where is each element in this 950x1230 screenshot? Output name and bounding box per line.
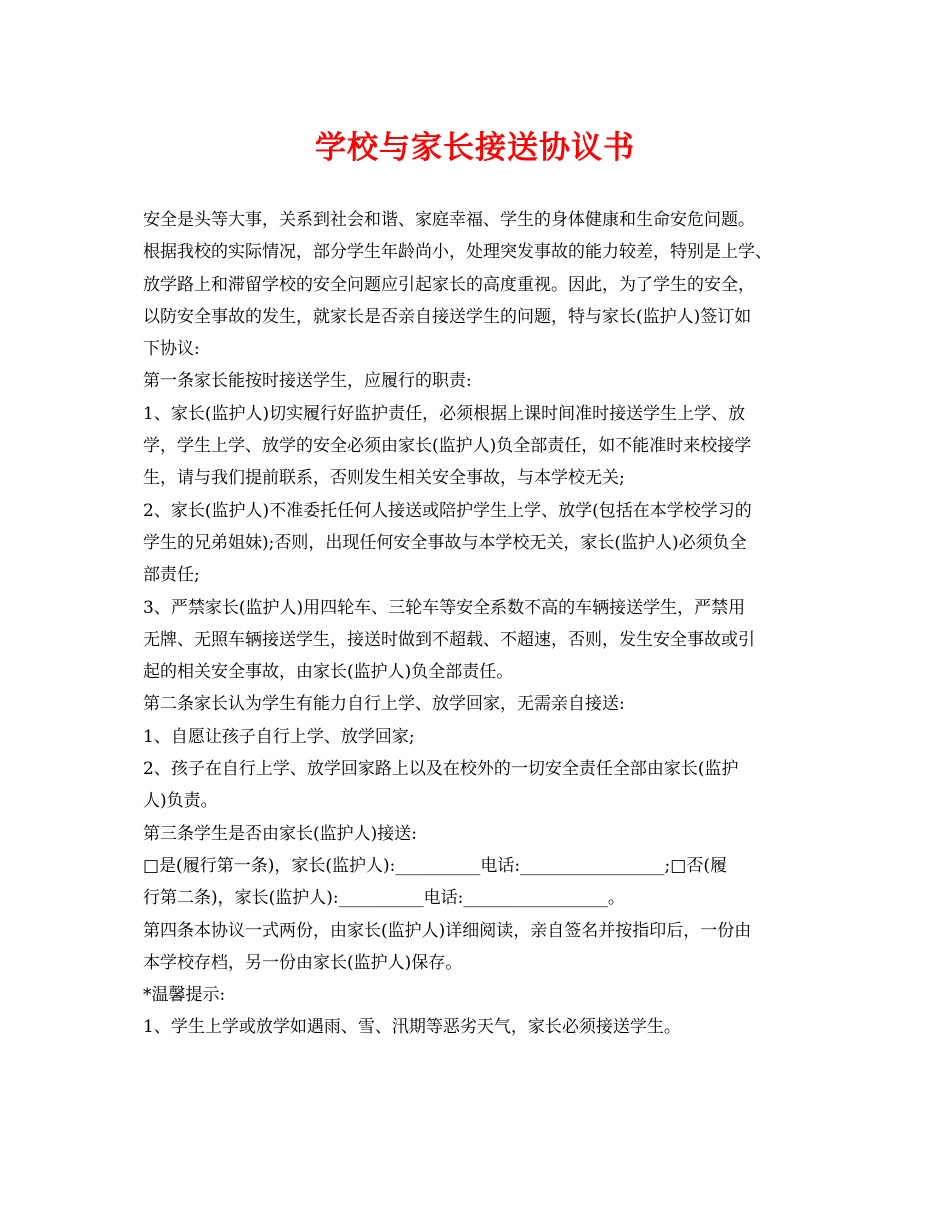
body-line: 下协议: xyxy=(143,339,200,360)
body-line: 以防安全事故的发生，就家长是否亲自接送学生的问题，特与家长(监护人)签订如 xyxy=(143,306,752,327)
article-3-heading: 第三条学生是否由家长(监护人)接送: xyxy=(143,823,417,844)
choice-line: 行第二条)，家长(监护人):__________电话:_________________。 xyxy=(143,888,625,909)
body-line: 1、自愿让孩子自行上学、放学回家; xyxy=(143,726,415,747)
body-line: 起的相关安全事故，由家长(监护人)负全部责任。 xyxy=(143,662,514,683)
body-line: 1、家长(监护人)切实履行好监护责任，必须根据上课时间准时接送学生上学、放 xyxy=(143,403,746,424)
body-line: 部责任; xyxy=(143,565,200,586)
body-line: 学生的兄弟姐妹);否则，出现任何安全事故与本学校无关，家长(监护人)必须负全 xyxy=(143,532,747,553)
body-line: 学，学生上学、放学的安全必须由家长(监护人)负全部责任，如不能准时来校接学 xyxy=(143,436,752,457)
body-line: 安全是头等大事，关系到社会和谐、家庭幸福、学生的身体健康和生命安危问题。 xyxy=(143,210,755,230)
body-line: 3、严禁家长(监护人)用四轮车、三轮车等安全系数不高的车辆接送学生，严禁用 xyxy=(143,597,746,618)
article-4-line: 第四条本协议一式两份，由家长(监护人)详细阅读，亲自签名并按指印后，一份由 xyxy=(143,920,752,941)
body-line: 放学路上和滞留学校的安全问题应引起家长的高度重视。因此，为了学生的安全， xyxy=(143,274,755,295)
document-title: 学校与家长接送协议书 xyxy=(315,130,635,166)
body-line: 根据我校的实际情况，部分学生年龄尚小，处理突发事故的能力较差，特别是上学、 xyxy=(143,242,772,263)
article-2-heading: 第二条家长认为学生有能力自行上学、放学回家，无需亲自接送: xyxy=(143,694,625,715)
choice-line: □是(履行第一条)，家长(监护人):__________电话:_________________;□否(履 xyxy=(143,855,727,876)
body-line: 生，请与我们提前联系，否则发生相关安全事故，与本学校无关; xyxy=(143,468,625,489)
article-1-heading: 第一条家长能按时接送学生，应履行的职责: xyxy=(143,371,472,392)
document-body xyxy=(143,204,833,1044)
body-line: 本学校存档，另一份由家长(监护人)保存。 xyxy=(143,952,463,973)
body-line: 无牌、无照车辆接送学生，接送时做到不超载、不超速，否则，发生安全事故或引 xyxy=(143,629,755,650)
tips-heading: *温馨提示: xyxy=(143,985,226,1006)
body-line: 2、孩子在自行上学、放学回家路上以及在校外的一切安全责任全部由家长(监护 xyxy=(143,759,739,780)
body-line: 1、学生上学或放学如遇雨、雪、汛期等恶劣天气，家长必须接送学生。 xyxy=(143,1017,681,1038)
body-line: 2、家长(监护人)不准委托任何人接送或陪护学生上学、放学(包括在本学校学习的 xyxy=(143,500,752,521)
body-line: 人)负责。 xyxy=(143,791,218,812)
